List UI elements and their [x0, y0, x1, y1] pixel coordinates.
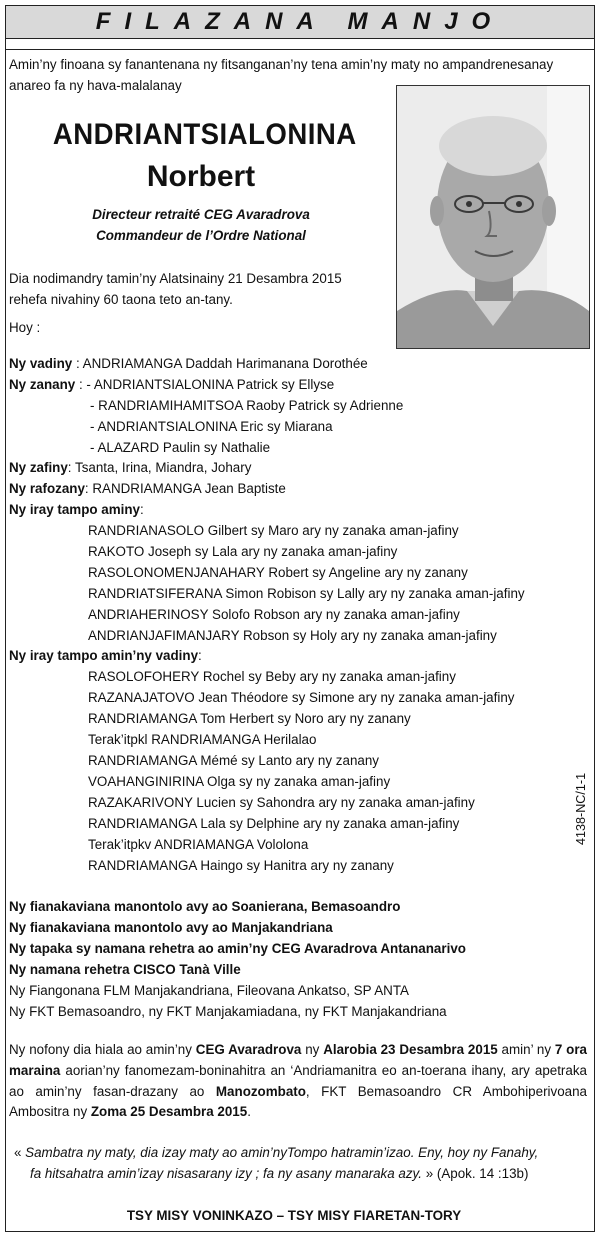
spouse-sibling-item: RAZAKARIVONY Lucien sy Sahondra ary ny zanaka aman-jafiny [88, 795, 475, 810]
child-item: - RANDRIAMIHAMITSOA Raoby Patrick sy Adrienne [90, 398, 404, 413]
children-label: Ny zanany [9, 377, 76, 392]
widow-row [9, 354, 368, 375]
closing-time: 7 ora maraina [9, 1042, 587, 1078]
closing-text: amin’ ny [497, 1042, 555, 1057]
funeral-details [9, 1040, 587, 1123]
burial-date: Zoma 25 Desambra 2015 [90, 1104, 248, 1120]
siblings-heading [9, 500, 144, 521]
quote-line-2 [14, 1164, 584, 1185]
grandchildren-label: Ny zafiny [9, 460, 68, 475]
intro-line-2: anareo fa ny hava-malalanay [9, 78, 182, 93]
title-line-2: Commandeur de l’Ordre National [96, 228, 306, 243]
family-line: Ny Fiangonana FLM Manjakandriana, Fileovana Ankatso, SP ANTA [9, 983, 409, 998]
spouse-sibling-item: RAZANAJATOVO Jean Théodore sy Simone ary ny zanaka aman-jafiny [88, 690, 515, 705]
deceased-given-name: Norbert [146, 160, 256, 193]
child-item: - ALAZARD Paulin sy Nathalie [90, 440, 271, 455]
family-line: Ny FKT Bemasoandro, ny FKT Manjakamiadana, ny FKT Manjakandriana [9, 1004, 447, 1019]
siblings-colon: : [139, 502, 144, 517]
title-line-1: Directeur retraité CEG Avaradrova [92, 207, 310, 222]
closing-text: , FKT Bemasoandro CR Ambohiperivoana Ambositra ny [9, 1083, 587, 1120]
sibling-item: RANDRIANASOLO Gilbert sy Maro ary ny zanaka aman-jafiny [88, 523, 459, 538]
quote-text: Sambatra ny maty, dia izay maty ao amin’nyTompo hatramin’izao. Eny, hoy ny Fanahy, [25, 1145, 539, 1160]
quote-line-1 [14, 1143, 584, 1164]
burial-place: Manozombato [215, 1083, 306, 1099]
banner-title: FILAZANA MANJO [6, 6, 594, 39]
spouse-siblings-colon: : [198, 648, 202, 663]
hoy-label: Hoy : [9, 320, 41, 335]
closing-text: aorian’ny fanomezam-boninahitra an ‘Andriamanitra eo an-toerana ihany, ary apetraka ao amin’ny fasan-drazany ao [9, 1062, 587, 1099]
family-bold-line: Ny fianakaviana manontolo avy ao Soanierana, Bemasoandro [9, 899, 401, 914]
children-row [9, 375, 334, 396]
inlaw-label: Ny rafozany [9, 481, 85, 496]
siblings-label: Ny iray tampo aminy [9, 502, 140, 517]
spouse-sibling-item: RASOLOFOHERY Rochel sy Beby ary ny zanaka aman-jafiny [88, 669, 456, 684]
spouse-sibling-item: Terak’itpkl RANDRIAMANGA Herilalao [88, 732, 317, 747]
death-line-1: Dia nodimandry tamin’ny Alatsinainy 21 Desambra 2015 [9, 271, 342, 286]
spouse-sibling-item: RANDRIAMANGA Mémé sy Lanto ary ny zanany [88, 753, 379, 768]
footer-note: TSY MISY VONINKAZO – TSY MISY FIARETAN-TORY [126, 1208, 462, 1223]
spouse-sibling-item: RANDRIAMANGA Tom Herbert sy Noro ary ny zanany [88, 711, 411, 726]
spouse-sibling-item: Terak’itpkv ANDRIAMANGA Vololona [88, 837, 309, 852]
sibling-item: ANDRIANJAFIMANJARY Robson sy Holy ary ny zanaka aman-jafiny [88, 628, 497, 643]
grandchildren-row [9, 458, 251, 479]
spouse-siblings-heading [9, 646, 202, 667]
intro-line-1: Amin’ny finoana sy fanantenana ny fitsanganan’ny tena amin’ny maty no ampandrenesanay [9, 57, 554, 72]
family-bold-line: Ny namana rehetra CISCO Tanà Ville [9, 962, 241, 977]
closing-venue: CEG Avaradrova [195, 1042, 302, 1057]
quote-text: fa hitsahatra amin’izay nisasarany izy ; fa ny asany manaraka azy. [30, 1165, 422, 1181]
sibling-item: RANDRIATSIFERANA Simon Robison sy Lally ary ny zanaka aman-jafiny [88, 586, 525, 601]
widow-value: : ANDRIAMANGA Daddah Harimanana Dorothée [72, 356, 368, 371]
closing-text: Ny nofony dia hiala ao amin’ny [9, 1042, 196, 1057]
sibling-item: ANDRIAHERINOSY Solofo Robson ary ny zanaka aman-jafiny [88, 607, 460, 622]
widow-label: Ny vadiny [9, 356, 73, 371]
spouse-sibling-item: RANDRIAMANGA Haingo sy Hanitra ary ny zanany [88, 858, 394, 873]
portrait-illustration [397, 86, 589, 348]
closing-date: Alarobia 23 Desambra 2015 [323, 1042, 498, 1057]
spouse-sibling-item: RANDRIAMANGA Lala sy Delphine ary ny zanaka aman-jafiny [88, 816, 460, 831]
death-line-2: rehefa nivahiny 60 taona teto an-tany. [9, 292, 233, 307]
family-bold-line: Ny fianakaviana manontolo avy ao Manjakandriana [9, 920, 333, 935]
spouse-sibling-item: VOAHANGINIRINA Olga sy ny zanaka aman-jafiny [88, 774, 391, 789]
family-bold-line: Ny tapaka sy namana rehetra ao amin’ny CEG Avaradrova Antananarivo [9, 941, 466, 956]
side-code: 4138-NC/1-1 [574, 772, 588, 845]
spouse-siblings-label: Ny iray tampo amin’ny vadiny [9, 648, 199, 663]
sibling-item: RASOLONOMENJANAHARY Robert sy Angeline ary ny zanany [88, 565, 468, 580]
closing-text: . [247, 1104, 251, 1120]
closing-text: ny [301, 1042, 324, 1057]
deceased-photo [396, 85, 590, 349]
grandchildren-value: : Tsanta, Irina, Miandra, Johary [67, 460, 252, 475]
sibling-item: RAKOTO Joseph sy Lala ary ny zanaka aman-jafiny [88, 544, 398, 559]
quote-reference: » (Apok. 14 :13b) [421, 1165, 529, 1181]
inlaw-row [9, 479, 286, 500]
scripture-quote [14, 1143, 584, 1184]
quote-open: « [14, 1145, 26, 1160]
inlaw-value: : RANDRIAMANGA Jean Baptiste [84, 481, 286, 496]
deceased-surname: ANDRIANTSIALONINA [52, 118, 357, 151]
child-item: - ANDRIANTSIALONINA Eric sy Miarana [90, 419, 333, 434]
child-item: : - ANDRIANTSIALONINA Patrick sy Ellyse [78, 377, 335, 392]
